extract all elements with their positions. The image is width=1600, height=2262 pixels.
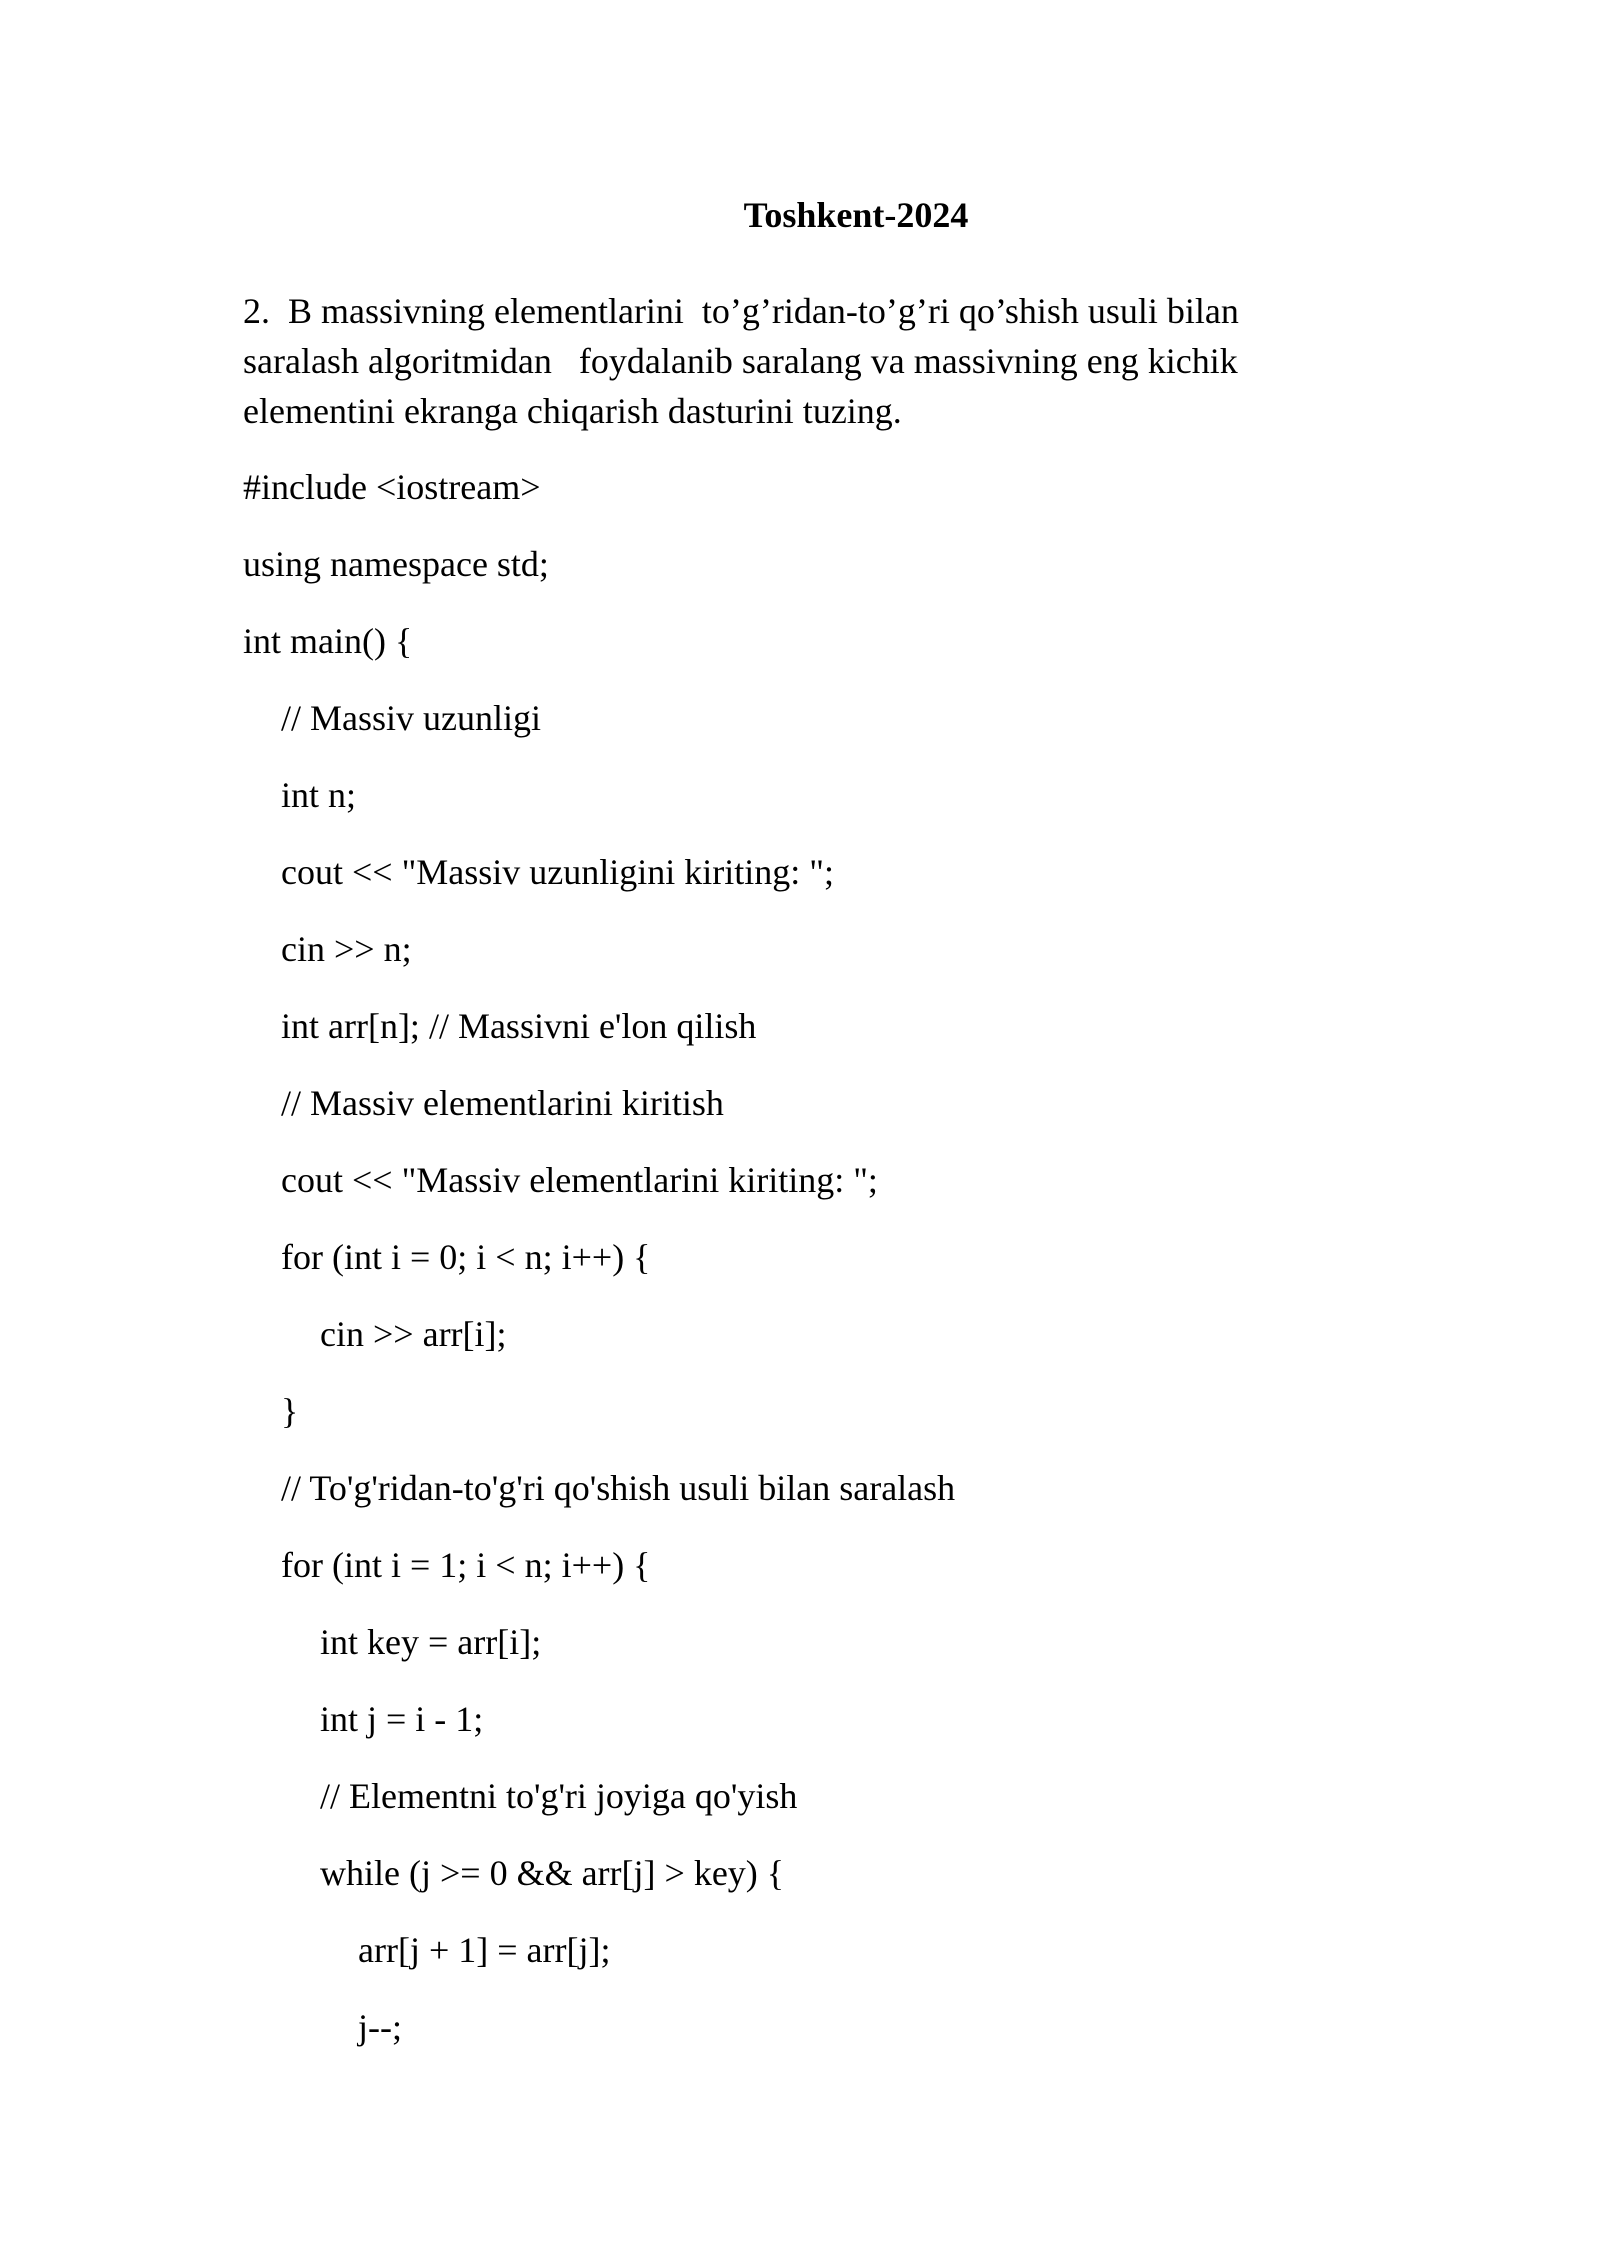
code-line: cin >> arr[i]; <box>320 1314 507 1354</box>
task-line: saralash algoritmidan foydalanib saralang va massivning eng kichik <box>243 341 1238 381</box>
code-line: arr[j + 1] = arr[j]; <box>358 1930 611 1970</box>
code-line: j--; <box>358 2007 402 2047</box>
task-line: elementini ekranga chiqarish dasturini tuzing. <box>243 391 902 431</box>
code-line: } <box>281 1391 299 1431</box>
code-line: for (int i = 1; i < n; i++) { <box>281 1545 651 1585</box>
code-listing <box>243 462 955 2079</box>
code-line: int key = arr[i]; <box>320 1622 542 1662</box>
code-line: cin >> n; <box>281 929 412 969</box>
code-line: while (j >= 0 && arr[j] > key) { <box>320 1853 785 1893</box>
code-line: cout << "Massiv uzunligini kiriting: "; <box>281 852 834 892</box>
code-line: int j = i - 1; <box>320 1699 484 1739</box>
code-line: for (int i = 0; i < n; i++) { <box>281 1237 651 1277</box>
code-line: int main() { <box>243 621 413 661</box>
code-line: // Massiv elementlarini kiritish <box>281 1083 724 1123</box>
code-line: // Massiv uzunligi <box>281 698 541 738</box>
code-line: using namespace std; <box>243 544 549 584</box>
code-line: cout << "Massiv elementlarini kiriting: "; <box>281 1160 878 1200</box>
code-line: int n; <box>281 775 357 815</box>
code-line: // To'g'ridan-to'g'ri qo'shish usuli bilan saralash <box>281 1468 956 1508</box>
code-line: #include <iostream> <box>243 467 541 507</box>
task-statement <box>243 286 1423 436</box>
code-line: // Elementni to'g'ri joyiga qo'yish <box>320 1776 798 1816</box>
code-line: int arr[n]; // Massivni e'lon qilish <box>281 1006 757 1046</box>
document-header: Toshkent-2024 <box>743 195 969 235</box>
task-line: 2. B massivning elementlarini to’g’ridan-to’g’ri qo’shish usuli bilan <box>243 291 1239 331</box>
